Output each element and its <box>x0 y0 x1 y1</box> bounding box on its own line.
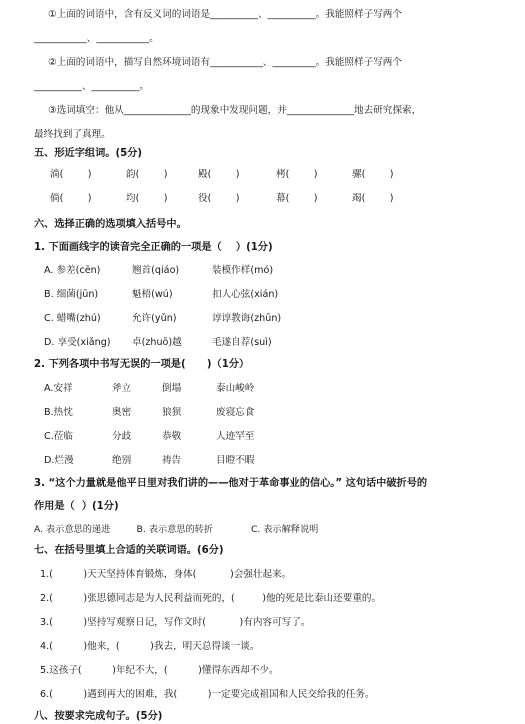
word-group-item: 韵( ) <box>126 169 168 180</box>
text-line: 七、在括号里填上合适的关联词语。(6分) <box>34 545 224 556</box>
text-line: 3. “这个力量就是他平日里对我们讲的——他对于革命事业的信心。” 这句话中破折号的 <box>34 478 428 489</box>
text-line: 5.这孩子( )年纪不大，( )懂得东西却不少。 <box>40 665 279 676</box>
spelling-option: A.安祥 <box>44 383 73 394</box>
text-line: 作用是（ ）(1分) <box>34 501 119 512</box>
text-line: 六、选择正确的选项填入括号中。 <box>34 219 187 230</box>
word-group-item: 栲( ) <box>276 169 318 180</box>
text-line: ②上面的词语中，描写自然环境词语有___________、_________。我能照样子写两个 <box>48 57 402 68</box>
spelling-option: 分歧 <box>112 431 132 442</box>
spelling-option: 奥密 <box>112 407 132 418</box>
spelling-option: 人迹罕至 <box>216 431 255 442</box>
spelling-option: B.热忱 <box>44 407 73 418</box>
pinyin-option: 卓(zhuō)越 <box>132 337 182 348</box>
pinyin-option: 翘首(qiáo) <box>132 265 180 276</box>
pinyin-option: 允许(yǔn) <box>132 313 177 324</box>
text-line: 4.( )他来，( )我去，明天总得谈一谈。 <box>40 641 260 652</box>
text-line: 2. 下列各项中书写无误的一项是( )（1分） <box>34 359 250 370</box>
word-group-item: 均( ) <box>126 193 168 204</box>
pinyin-option: 扣人心弦(xián) <box>212 289 279 300</box>
text-line: __________、__________。 <box>34 81 150 92</box>
pinyin-option: 装模作样(mó) <box>212 265 274 276</box>
text-line: 五、形近字组词。(5分) <box>34 148 143 159</box>
spelling-option: 恭敬 <box>162 431 182 442</box>
pinyin-option: 毛遂自荐(suì) <box>212 337 272 348</box>
text-line: 1.( )天天坚持体育锻炼，身体( )会强壮起来。 <box>40 569 292 580</box>
text-line: ③选词填空：他从______________的现象中发现问题，并______________地去研究探索， <box>48 105 422 116</box>
text-line: A. 表示意思的递进 B. 表示意思的转折 C. 表示解释说明 <box>34 524 319 535</box>
word-group-item: 竭( ) <box>352 193 394 204</box>
pinyin-option: B. 细菌(jūn) <box>44 289 99 300</box>
pinyin-option: 魁梧(wú) <box>132 289 173 300</box>
word-group-item: 殿( ) <box>198 169 240 180</box>
pinyin-option: C. 蜡嘴(zhú) <box>44 313 101 324</box>
pinyin-option: 谆谆教诲(zhūn) <box>212 313 282 324</box>
text-line: 1. 下面画线字的读音完全正确的一项是（ ）(1分) <box>34 242 273 253</box>
spelling-option: 绝别 <box>112 455 132 466</box>
text-line: ①上面的词语中，含有反义词的词语是__________、__________。我能照样子写两个 <box>48 9 402 20</box>
spelling-option: 废寝忘食 <box>216 407 255 418</box>
word-group-item: 倘( ) <box>50 193 92 204</box>
text-line: 2.( )张思德同志是为人民利益而死的，( )他的死是比泰山还要重的。 <box>40 593 382 604</box>
spelling-option: C.莅临 <box>44 431 73 442</box>
spelling-option: D.烂漫 <box>44 455 74 466</box>
pinyin-option: A. 参差(cēn) <box>44 265 101 276</box>
pinyin-option: D. 享受(xiǎng) <box>44 337 111 348</box>
text-line: 八、按要求完成句子。(5分) <box>34 711 163 722</box>
text-line: ___________、___________。 <box>34 33 159 44</box>
spelling-option: 倒塌 <box>162 383 182 394</box>
text-line: 6.( )遇到再大的困难，我( )一定要完成祖国和人民交给我的任务。 <box>40 689 375 700</box>
spelling-option: 祷告 <box>162 455 182 466</box>
spelling-option: 狼狈 <box>162 407 182 418</box>
spelling-option: 斧立 <box>112 383 132 394</box>
word-group-item: 幕( ) <box>276 193 318 204</box>
spelling-option: 目瞪不暇 <box>216 455 255 466</box>
word-group-item: 役( ) <box>198 193 240 204</box>
word-group-item: 淌( ) <box>50 169 92 180</box>
spelling-option: 泰山峻岭 <box>216 383 255 394</box>
text-line: 最终找到了真理。 <box>34 129 111 140</box>
text-line: 3.( )坚持写观察日记，写作文时( )有内容可写了。 <box>40 617 311 628</box>
word-group-item: 骡( ) <box>352 169 394 180</box>
